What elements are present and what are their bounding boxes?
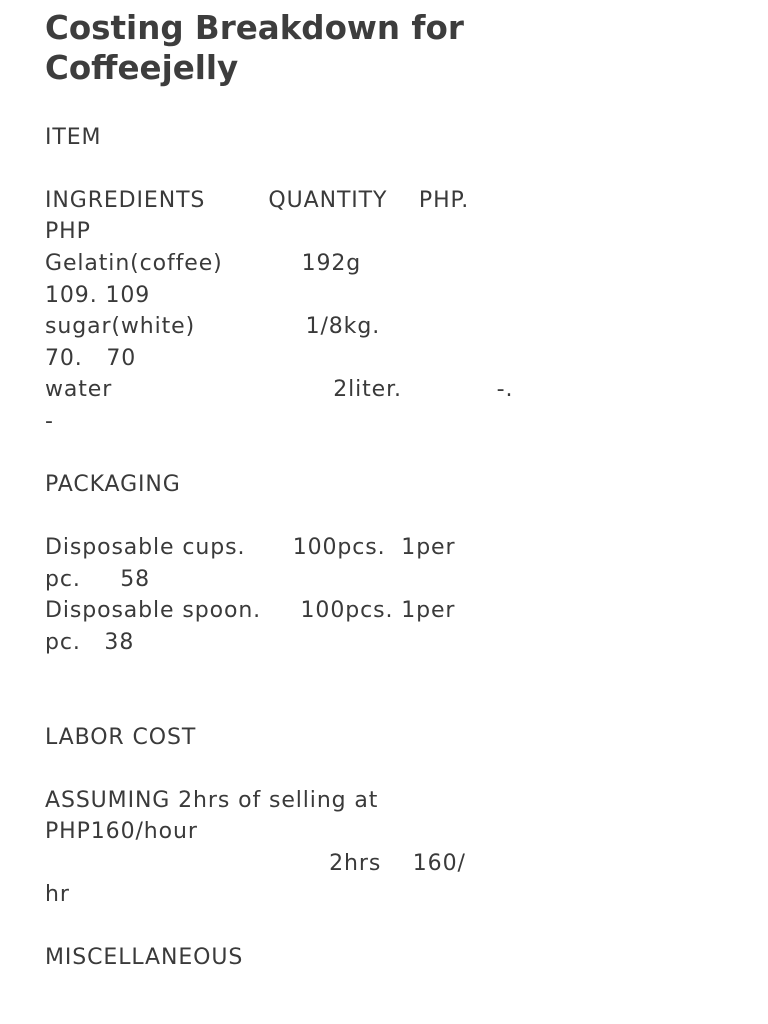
labor-hours: 2hrs 160/: [45, 851, 466, 876]
section-item-heading: ITEM: [45, 125, 102, 150]
packaging-cups-price: pc. 58: [45, 567, 151, 592]
ingredient-sugar-price: 70. 70: [45, 346, 137, 371]
ingredient-water: water 2liter. -.: [45, 377, 514, 402]
ingredient-gelatin-price: 109. 109: [45, 283, 151, 308]
ingredients-header: INGREDIENTS QUANTITY PHP.: [45, 188, 470, 213]
document-title: [45, 8, 464, 88]
section-packaging-heading: PACKAGING: [45, 472, 181, 497]
section-labor-heading: LABOR COST: [45, 725, 197, 750]
title-line-2: Coffeejelly: [45, 49, 239, 87]
ingredient-gelatin: Gelatin(coffee) 192g: [45, 251, 362, 276]
packaging-spoon-price: pc. 38: [45, 630, 135, 655]
ingredient-sugar: sugar(white) 1/8kg.: [45, 314, 381, 339]
packaging-cups: Disposable cups. 100pcs. 1per: [45, 535, 456, 560]
labor-assumption: ASSUMING 2hrs of selling at: [45, 788, 379, 813]
ingredients-header-wrap: PHP: [45, 219, 91, 244]
labor-hours-rate: hr: [45, 882, 70, 907]
ingredient-water-price: -: [45, 409, 54, 434]
labor-assumption-rate: PHP160/hour: [45, 819, 198, 844]
title-line-1: Costing Breakdown for: [45, 9, 464, 47]
section-miscellaneous-heading: MISCELLANEOUS: [45, 945, 244, 970]
packaging-spoon: Disposable spoon. 100pcs. 1per: [45, 598, 456, 623]
